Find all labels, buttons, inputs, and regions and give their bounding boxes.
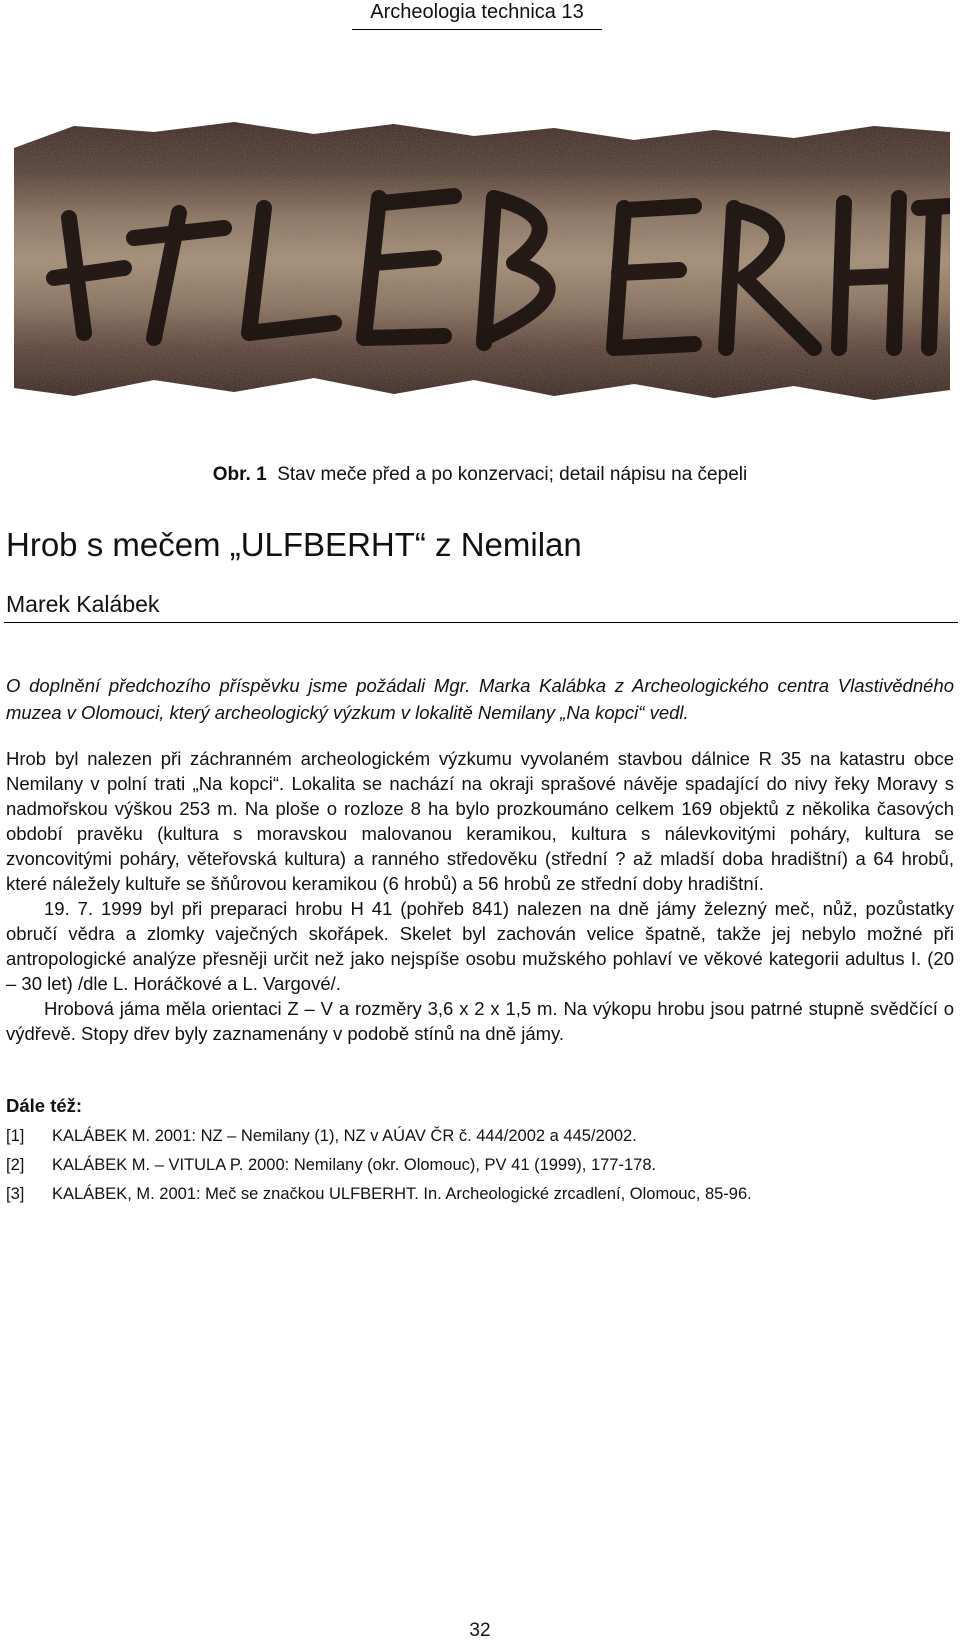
sword-blade-image	[14, 118, 950, 408]
reference-number: [2]	[6, 1156, 25, 1174]
caption-label: Obr. 1	[212, 464, 267, 485]
header-rule	[352, 29, 602, 30]
reference-text: KALÁBEK, M. 2001: Meč se značkou ULFBERHT. In. Archeologické zrcadlení, Olomouc, 85-96.	[52, 1185, 752, 1203]
sword-inscription-photo	[14, 118, 950, 408]
title-rule	[4, 622, 958, 623]
article-title: Hrob s mečem „ULFBERHT“ z Nemilan	[6, 526, 582, 563]
paragraph-1: Hrob byl nalezen při záchranném archeologickém výzkumu vyvolaném stavbou dálnice R 35 na katastru obce Nemilany v polní trati „Na kopci“. Lokalita se nachází na okraji sprašové návěje spadající do nivy řeky Moravy s nadmořskou výškou 253 m. Na ploše o rozloze 8 ha bylo prozkoumáno celkem 169 objektů z několika časových období pravěku (kultura s moravskou malovanou keramikou, kultura s nálevkovitými poháry, kultura se zvoncovitými poháry, věteřovská kultura) a ranného středověku (střední ? až mladší doba hradištní) a 64 hrobů, které náležely kultuře se šňůrovou keramikou (6 hrobů) a 56 hrobů ze střední doby hradištní.	[6, 748, 954, 894]
reference-item	[6, 1180, 954, 1209]
reference-text: KALÁBEK M. – VITULA P. 2000: Nemilany (okr. Olomouc), PV 41 (1999), 177-178.	[52, 1156, 657, 1174]
references-heading: Dále též:	[6, 1095, 83, 1116]
reference-text: KALÁBEK M. 2001: NZ – Nemilany (1), NZ v AÚAV ČR č. 444/2002 a 445/2002.	[52, 1127, 637, 1145]
reference-number: [1]	[6, 1127, 25, 1145]
paragraph-2: 19. 7. 1999 byl při preparaci hrobu H 41 (pohřeb 841) nalezen na dně jámy železný meč, nůž, pozůstatky obručí vědra a zlomky vaječných skořápek. Skelet byl zachován velice špatně, takže jej nebylo možné při antropologické analýze přesněji určit než jako nejspíše osobu mužského pohlaví ve věkové kategorii adultus I. (20 – 30 let) /dle L. Horáčkové a L. Vargové/.	[6, 898, 954, 994]
reference-item	[6, 1122, 954, 1151]
caption-text: Stav meče před a po konzervaci; detail nápisu na čepeli	[277, 464, 748, 485]
paragraph-3: Hrobová jáma měla orientaci Z – V a rozměry 3,6 x 2 x 1,5 m. Na výkopu hrobu jsou patrné stupně svědčící o výdřevě. Stopy dřev byly zaznamenány v podobě stínů na dně jámy.	[6, 998, 954, 1044]
running-header: Archeologia technica 13	[370, 1, 584, 23]
reference-number: [3]	[6, 1185, 25, 1203]
reference-item	[6, 1151, 954, 1180]
article-body	[6, 746, 954, 1046]
figure-caption	[0, 463, 960, 487]
editorial-intro: O doplnění předchozího příspěvku jsme požádali Mgr. Marka Kalábka z Archeologického centra Vlastivědného muzea v Olomouci, který archeologický výzkum v lokalitě Nemilany „Na kopci“ vedl.	[6, 675, 954, 723]
page-number: 32	[469, 1620, 491, 1641]
references-list	[6, 1122, 954, 1209]
article-author: Marek Kalábek	[6, 591, 160, 617]
